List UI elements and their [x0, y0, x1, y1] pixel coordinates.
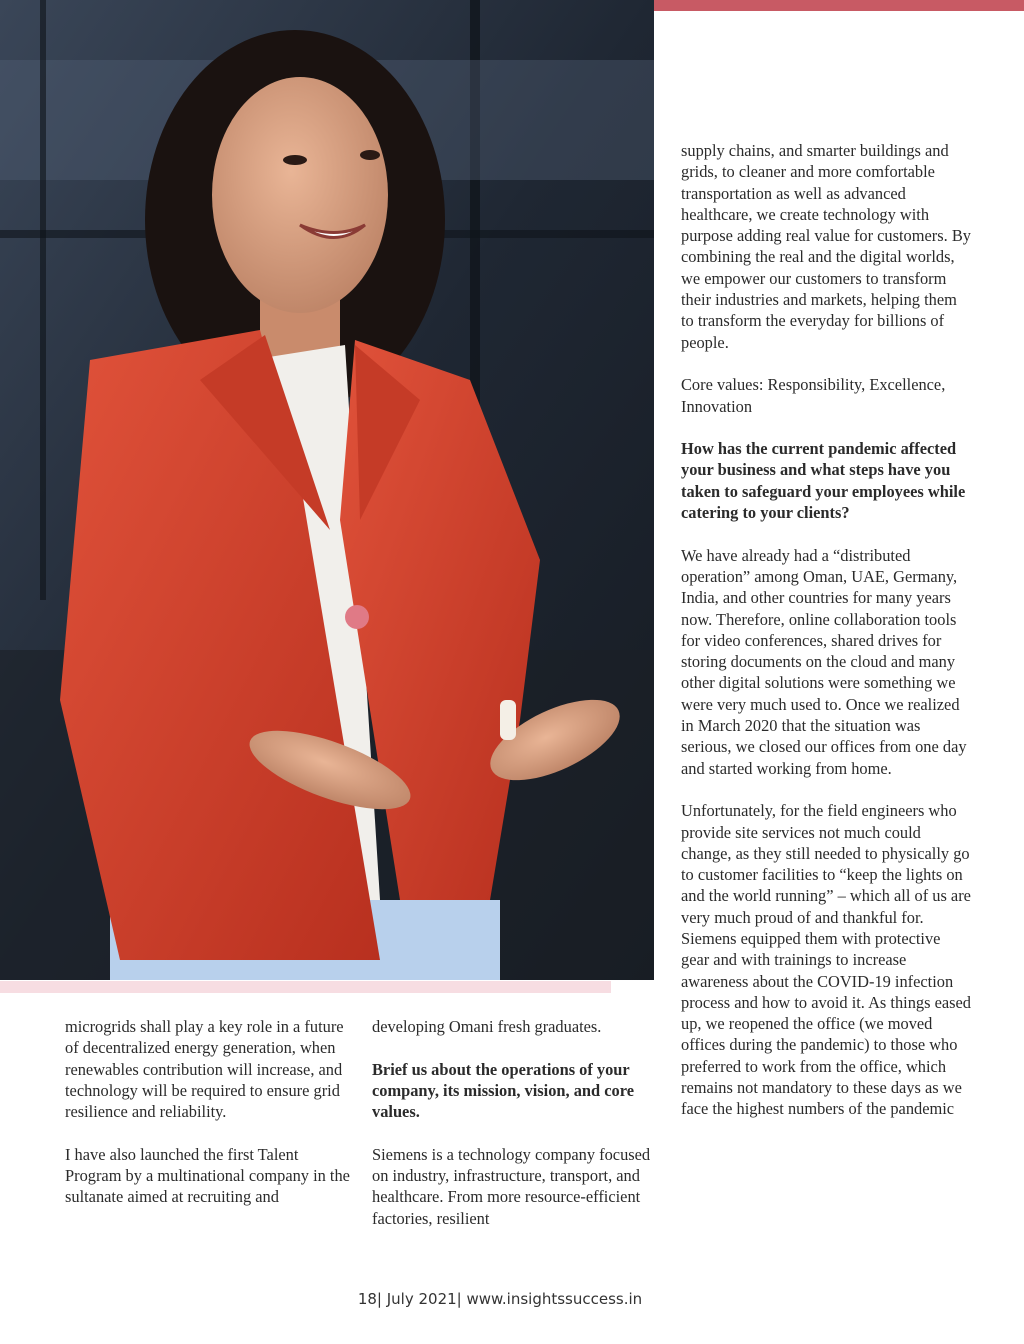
paragraph: Core values: Responsibility, Excellence, Innovation: [681, 375, 946, 416]
decorative-pink-strip: [0, 981, 611, 993]
left-text-column: [65, 1016, 350, 1229]
portrait-photo: [0, 0, 654, 980]
middle-text-column: [372, 1016, 657, 1250]
paragraph: Siemens is a technology company focused on industry, infrastructure, transport, and healthcare. From more resource-efficient factories, resilient: [372, 1144, 651, 1228]
interview-question: How has the current pandemic affected your business and what steps have you taken to safeguard your employees while catering to your clients?: [681, 439, 966, 523]
paragraph: We have already had a “distributed operation” among Oman, UAE, Germany, India, and other countries for many years now. Therefore, online collaboration tools for video conferences, shared drives for storing documents on the cloud and many other digital solutions were something we were very much used to. Once we realized in March 2020 that the situation was serious, we closed our offices from one day and started working from home.: [681, 545, 967, 778]
paragraph: microgrids shall play a key role in a future of decentralized energy generation, when renewables contribution will increase, and technology will be required to ensure grid resilience and reliability.: [65, 1017, 344, 1122]
paragraph: Unfortunately, for the field engineers who provide site services not much could change, as they still needed to physically go to customer facilities to “keep the lights on and the world running” – which all of us are very much proud of and thankful for. Siemens equipped them with protective gear and with trainings to increase awareness about the COVID-19 infection process and how to avoid it. As things eased up, we reopened the office (we moved offices during the pandemic) to those who preferred to work from the office, which remains not mandatory to these days as we face the highest numbers of the pandemic: [681, 801, 971, 1119]
interview-question: Brief us about the operations of your company, its mission, vision, and core values.: [372, 1059, 634, 1122]
paragraph: I have also launched the first Talent Program by a multinational company in the sultanate aimed at recruiting and: [65, 1144, 350, 1207]
paragraph: developing Omani fresh graduates.: [372, 1017, 602, 1036]
right-text-column: [681, 140, 971, 1141]
page-footer: 18| July 2021| www.insightssuccess.in: [357, 1290, 643, 1308]
top-accent-bar: [654, 0, 1024, 11]
paragraph: supply chains, and smarter buildings and grids, to cleaner and more comfortable transportation as well as advanced healthcare, we create technology with purpose adding real value for customers. By combining the real and the digital worlds, we empower our customers to transform their industries and markets, helping them to transform the everyday for billions of people.: [681, 141, 971, 352]
